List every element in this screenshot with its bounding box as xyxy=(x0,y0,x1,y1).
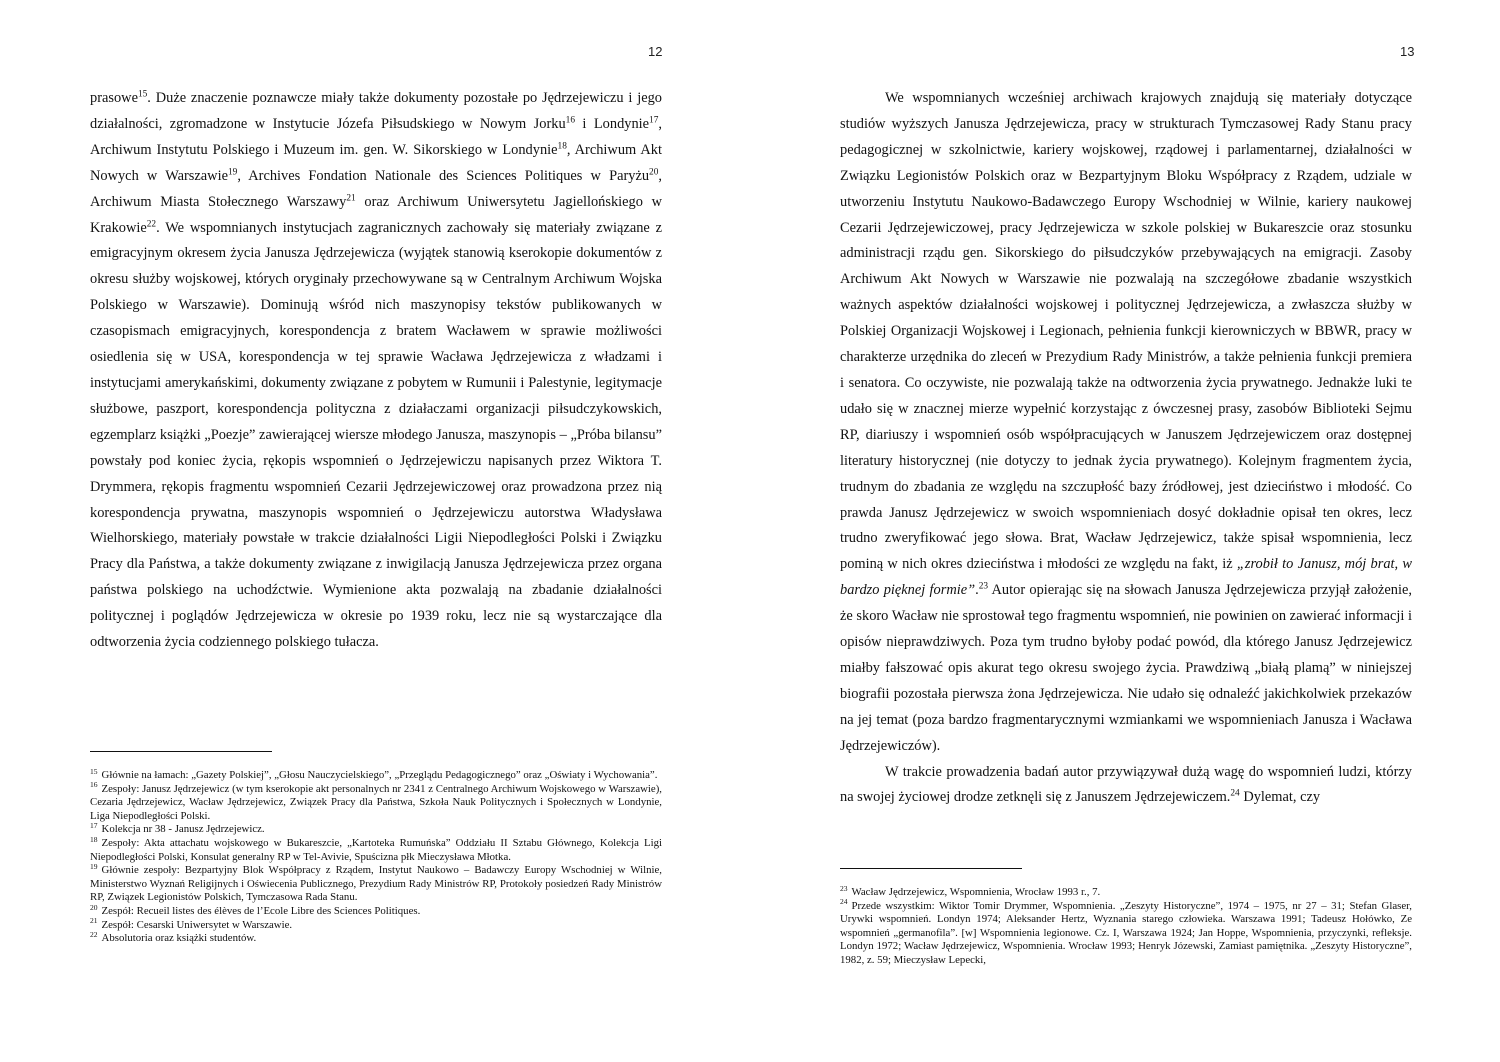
footnote-ref: 19 xyxy=(227,167,238,178)
footnote-ref: 24 xyxy=(1230,788,1240,799)
footnotes xyxy=(90,766,662,946)
footnote-ref: 22 xyxy=(146,218,157,229)
footnote: $^{19}$ Głównie zespoły: Bezpartyjny Blok Współpracy z Rządem, Instytut Naukowo – Badawczy Europy Wschodniej w Wilnie, Ministerstwo Wyznań Religijnych i Oświecenia Publicznego, Prezydium Rady Ministrów RP, Protokoły posiedzeń Rady Ministrów RP, Związek Legionistów Polskich, Tymczasowa Rada Stanu. xyxy=(90,862,662,904)
footnote-ref: 20 xyxy=(649,167,659,178)
footnote: $^{23}$ Wacław Jędrzejewicz, Wspomnienia, Wrocław 1993 r., 7. xyxy=(840,883,1101,898)
footnote-ref: 23 xyxy=(978,581,989,592)
footnote-ref: 16 xyxy=(565,115,575,126)
main-text xyxy=(90,86,662,656)
footnote: $^{18}$ Zespoły: Akta attachatu wojskowego w Bukareszcie, „Kartoteka Rumuńska” Oddziału II Sztabu Głównego, Kolekcja Ligi Niepodległości Polski, Konsulat generalny RP w Tel-Avivie, Spuścizna płk Mieczysława Młotka. xyxy=(90,834,662,863)
footnote: $^{20}$ Zespół: Recueil listes des élèves de l’Ecole Libre des Sciences Politiques. xyxy=(90,902,421,917)
footnote: $^{15}$ Głównie na łamach: „Gazety Polskiej”, „Głosu Nauczycielskiego”, „Przeglądu Pedagogicznego” oraz „Oświaty i Wychowania”. xyxy=(90,766,658,781)
right-page xyxy=(750,0,1500,1062)
footnote-ref: 17 xyxy=(649,115,659,126)
paragraph: W trakcie prowadzenia badań autor przywiązywał dużą wagę do wspomnień ludzi, którzy na swojej życiowej drodze zetknęli się z Januszem Jędrzejewiczem.$^{24}$ Dylemat, czy xyxy=(840,763,1412,806)
page-number: 13 xyxy=(1400,44,1415,59)
footnote: $^{17}$ Kolekcja nr 38 - Janusz Jędrzejewicz. xyxy=(90,821,265,836)
footnote: $^{24}$ Przede wszystkim: Wiktor Tomir Drymmer, Wspomnienia. „Zeszyty Historyczne”, 1974 – 1975, nr 27 – 31; Stefan Glaser, Urywki wspomnień. Londyn 1974; Aleksander Hertz, Wyznania starego człowieka. Warszawa 1991; Tadeusz Hołówko, Ze wspomnień „germanofila”. [w] Wspomnienia legionowe. Cz. I, Warszawa 1924; Jan Hoppe, Wspomnienia, przyczynki, refleksje. Londyn 1972; Wacław Jędrzejewicz, Wspomnienia. Wrocław 1993; Henryk Józewski, Zamiast pamiętnika. „Zeszyty Historyczne”, 1982, z. 59; Mieczysław Lepecki, xyxy=(840,897,1412,966)
paragraph: We wspomnianych wcześniej archiwach krajowych znajdują się materiały dotyczące studiów wyższych Janusza Jędrzejewicza, pracy w strukturach Tymczasowej Rady Stanu pracy pedagogicznej w szkolnictwie, kariery wojskowej, rządowej i parlamentarnej, działalności w Związku Legionistów Polskich oraz w Bezpartyjnym Bloku Współpracy z Rządem, udziale w utworzeniu Instytutu Naukowo-Badawczego Europy Wschodniej w Wilnie, kariery naukowej Cezarii Jędrzejewiczowej, pracy Jędrzejewicza w szkole polskiej w Bukareszcie oraz stosunku administracji rządu gen. Sikorskiego do piłsudczyków przebywających na emigracji. Zasoby Archiwum Akt Nowych w Warszawie nie pozwalają na szczegółowe zbadanie wszystkich ważnych aspektów działalności wojskowej i politycznej Jędrzejewicza, a zwłaszcza służby w Polskiej Organizacji Wojskowej i Legionach, pełnienia funkcji kierowniczych w BBWR, pracy w charakterze urzędnika do zleceń w Prezydium Rady Ministrów, a także pełnienia funkcji premiera i senatora. Co oczywiste, nie pozwalają także na odtworzenia życia prywatnego. Jednakże luki te udało się w znacznej mierze wypełnić korzystając z ówczesnej prasy, zasobów Biblioteki Sejmu RP, diariuszy i wspomnień osób współpracujących w Januszem Jędrzejewiczem oraz dostępnej literatury historycznej (nie dotyczy to jednak życia prywatnego). Kolejnym fragmentem życia, trudnym do zbadania ze względu na szczupłość bazy źródłowej, jest dzieciństwo i młodość. Co prawda Janusz Jędrzejewicz w swoich wspomnieniach dosyć dokładnie opisał ten okres, lecz trudno zweryfikować jego słowa. Brat, Wacław Jędrzejewicz, także spisał wspomnienia, lecz pominą w nich okres dzieciństwa i młodości ze względu na fakt, iż „zrobił to Janusz, mój brat, w bardzo pięknej formie”.$^{23}$ Autor opierając się na słowach Janusza Jędrzejewicza przyjął założenie, że skoro Wacław nie sprostował tego fragmentu wspomnień, nie powinien on zawierać informacji i opisów nieprawdziwych. Poza tym trudno byłoby podać powód, dla którego Janusz Jędrzejewicz miałby fałszować opis akurat tego okresu swojego życia. Prawdziwą „białą plamą” w niniejszej biografii pozostała pierwsza żona Jędrzejewicza. Nie udało się odnaleźć jakichkolwiek przekazów na jej temat (poza bardzo fragmentarycznymi wzmiankami we wspomnieniach Janusza i Wacława Jędrzejewiczów). xyxy=(840,90,1412,754)
main-text xyxy=(840,86,1412,811)
footnotes xyxy=(840,883,1412,968)
footnote-separator xyxy=(840,868,1022,869)
paragraph: prasowe$^{15}$. Duże znaczenie poznawcze miały także dokumenty pozostałe po Jędrzejewiczu i jego działalności, zgromadzone w Instytucie Józefa Piłsudskiego w Nowym Jorku$^{16}$ i Londynie$^{17}$, Archiwum Instytutu Polskiego i Muzeum im. gen. W. Sikorskiego w Londynie$^{18}$, Archiwum Akt Nowych w Warszawie$^{19}$, Archives Fondation Nationale des Sciences Politiques w Paryżu$^{20}$, Archiwum Miasta Stołecznego Warszawy$^{21}$ oraz Archiwum Uniwersytetu Jagiellońskiego w Krakowie$^{22}$. We wspomnianych instytucjach zagranicznych zachowały się materiały związane z emigracyjnym okresem życia Janusza Jędrzejewicza (wyjątek stanowią kserokopie dokumentów z okresu służby wojskowej, których oryginały przechowywane są w Centralnym Archiwum Wojska Polskiego w Warszawie). Dominują wśród nich maszynopisy tekstów publikowanych w czasopismach emigracyjnych, korespondencja z bratem Wacławem w sprawie możliwości osiedlenia się w USA, korespondencja w tej sprawie Wacława Jędrzejewicza z władzami i instytucjami amerykańskimi, dokumenty związane z pobytem w Rumunii i Palestynie, legitymacje służbowe, paszport, korespondencja polityczna z działaczami organizacji piłsudczykowskich, egzemplarz książki „Poezje” zawierającej wiersze młodego Janusza, maszynopis – „Próba bilansu” powstały pod koniec życia, rękopis wspomnień o Jędrzejewiczu napisanych przez Wiktora T. Drymmera, rękopis fragmentu wspomnień Cezarii Jędrzejewiczowej oraz prowadzona przez nią korespondencja prywatna, maszynopis wspomnień o Jędrzejewiczu autorstwa Władysława Wielhorskiego, materiały powstałe w trakcie działalności Ligii Niepodległości Polski i Związku Pracy dla Państwa, a także dokumenty związane z inwigilacją Janusza Jędrzejewicza przez organa państwa polskiego na uchodźctwie. Wymienione akta pozwalają na zbadanie działalności politycznej i poglądów Jędrzejewicza w okresie po 1939 roku, lecz nie są wystarczające dla odtworzenia życia codziennego polskiego tułacza. xyxy=(90,89,662,651)
quotation: „zrobił to Janusz, mój brat, w bardzo pięknej formie” xyxy=(840,556,1412,599)
footnote: $^{22}$ Absolutoria oraz książki studentów. xyxy=(90,929,257,945)
footnote-separator xyxy=(90,751,272,752)
footnote: $^{21}$ Zespół: Cesarski Uniwersytet w Warszawie. xyxy=(90,916,293,931)
footnote: $^{16}$ Zespoły: Janusz Jędrzejewicz (w tym kserokopie akt personalnych nr 2341 z Centralnego Archiwum Wojskowego w Warszawie), Cezaria Jędrzejewicz, Wacław Jędrzejewicz, Związek Pracy dla Państwa, Szkoła Nauk Politycznych i Społecznych w Londynie, Liga Niepodległości Polski. xyxy=(90,780,662,822)
footnote-ref: 18 xyxy=(557,141,567,152)
footnote-ref: 15 xyxy=(137,89,148,100)
footnote-ref: 21 xyxy=(346,193,356,204)
page-number: 12 xyxy=(648,44,663,59)
